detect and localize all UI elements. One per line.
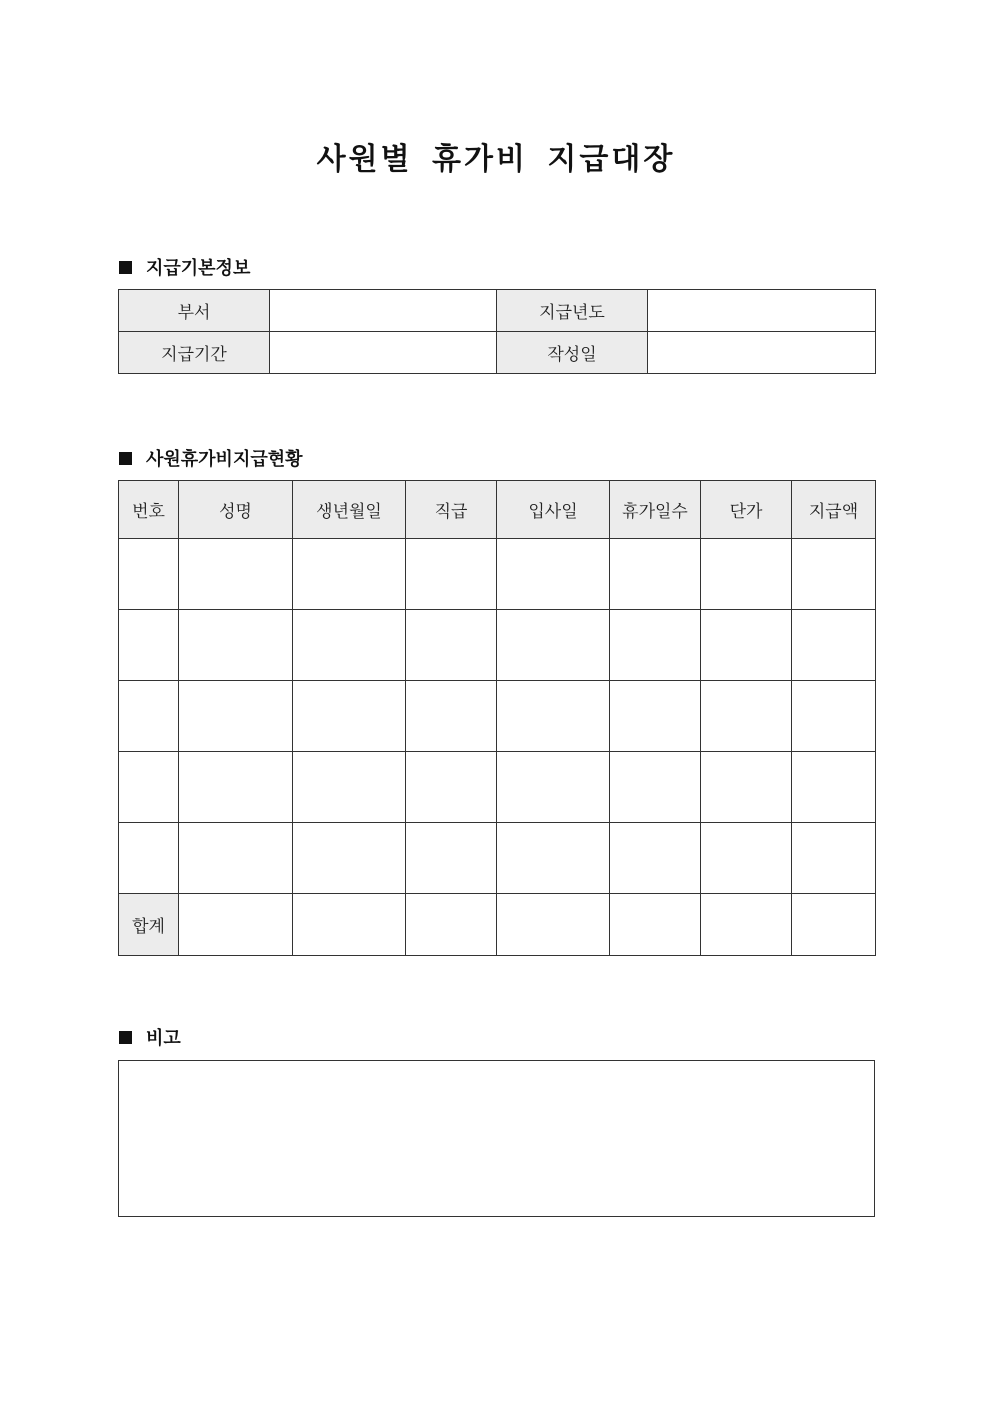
table-cell[interactable] (179, 681, 293, 752)
column-header-name: 성명 (179, 481, 293, 539)
table-row (119, 539, 876, 610)
table-cell[interactable] (610, 539, 701, 610)
created-date-field[interactable] (648, 332, 876, 374)
table-cell[interactable] (497, 752, 610, 823)
table-cell[interactable] (293, 823, 406, 894)
table-cell[interactable] (293, 610, 406, 681)
table-cell[interactable] (701, 610, 792, 681)
column-header-birthdate: 생년월일 (293, 481, 406, 539)
table-cell[interactable] (119, 752, 179, 823)
payment-year-label: 지급년도 (497, 290, 648, 332)
total-cell[interactable] (610, 894, 701, 956)
table-cell[interactable] (406, 752, 497, 823)
payment-period-label: 지급기간 (119, 332, 270, 374)
table-cell[interactable] (293, 752, 406, 823)
total-cell[interactable] (406, 894, 497, 956)
column-header-vacation-days: 휴가일수 (610, 481, 701, 539)
staff-status-heading (119, 445, 303, 471)
table-cell[interactable] (792, 539, 876, 610)
table-cell[interactable] (406, 610, 497, 681)
basic-info-row (119, 290, 876, 332)
column-header-number: 번호 (119, 481, 179, 539)
column-header-unit-price: 단가 (701, 481, 792, 539)
square-bullet-icon (119, 452, 132, 465)
table-cell[interactable] (119, 539, 179, 610)
column-header-join-date: 입사일 (497, 481, 610, 539)
basic-info-row (119, 332, 876, 374)
table-cell[interactable] (701, 752, 792, 823)
department-field[interactable] (270, 290, 497, 332)
table-cell[interactable] (179, 610, 293, 681)
table-cell[interactable] (610, 752, 701, 823)
department-label: 부서 (119, 290, 270, 332)
total-cell[interactable] (497, 894, 610, 956)
table-cell[interactable] (406, 823, 497, 894)
table-cell[interactable] (497, 539, 610, 610)
table-cell[interactable] (119, 681, 179, 752)
column-header-payment-amount: 지급액 (792, 481, 876, 539)
remarks-heading-text: 비고 (146, 1028, 181, 1049)
total-cell[interactable] (293, 894, 406, 956)
table-header-row (119, 481, 876, 539)
square-bullet-icon (119, 1031, 132, 1044)
basic-info-heading (119, 254, 250, 280)
created-date-label: 작성일 (497, 332, 648, 374)
payment-year-field[interactable] (648, 290, 876, 332)
table-cell[interactable] (792, 823, 876, 894)
table-cell[interactable] (610, 610, 701, 681)
remarks-heading (119, 1024, 181, 1050)
table-row (119, 681, 876, 752)
table-row (119, 610, 876, 681)
column-header-position: 직급 (406, 481, 497, 539)
table-cell[interactable] (610, 823, 701, 894)
table-cell[interactable] (701, 823, 792, 894)
table-cell[interactable] (293, 539, 406, 610)
total-cell[interactable] (701, 894, 792, 956)
table-cell[interactable] (610, 681, 701, 752)
table-cell[interactable] (406, 681, 497, 752)
table-cell[interactable] (497, 610, 610, 681)
table-cell[interactable] (792, 610, 876, 681)
table-cell[interactable] (179, 823, 293, 894)
staff-vacation-pay-table (118, 480, 876, 956)
table-cell[interactable] (497, 823, 610, 894)
table-cell[interactable] (701, 681, 792, 752)
table-cell[interactable] (119, 823, 179, 894)
staff-status-heading-text: 사원휴가비지급현황 (146, 449, 303, 470)
basic-info-table (118, 289, 876, 374)
table-cell[interactable] (497, 681, 610, 752)
table-cell[interactable] (701, 539, 792, 610)
table-row (119, 823, 876, 894)
total-row (119, 894, 876, 956)
document-title: 사원별 휴가비 지급대장 (316, 142, 676, 177)
basic-info-heading-text: 지급기본정보 (146, 258, 251, 279)
remarks-box[interactable] (118, 1060, 875, 1217)
total-cell[interactable] (792, 894, 876, 956)
table-row (119, 752, 876, 823)
table-cell[interactable] (792, 752, 876, 823)
table-cell[interactable] (179, 752, 293, 823)
square-bullet-icon (119, 261, 132, 274)
total-cell[interactable] (179, 894, 293, 956)
table-cell[interactable] (179, 539, 293, 610)
table-cell[interactable] (792, 681, 876, 752)
total-label: 합계 (119, 894, 179, 956)
table-cell[interactable] (406, 539, 497, 610)
table-cell[interactable] (293, 681, 406, 752)
payment-period-field[interactable] (270, 332, 497, 374)
table-cell[interactable] (119, 610, 179, 681)
